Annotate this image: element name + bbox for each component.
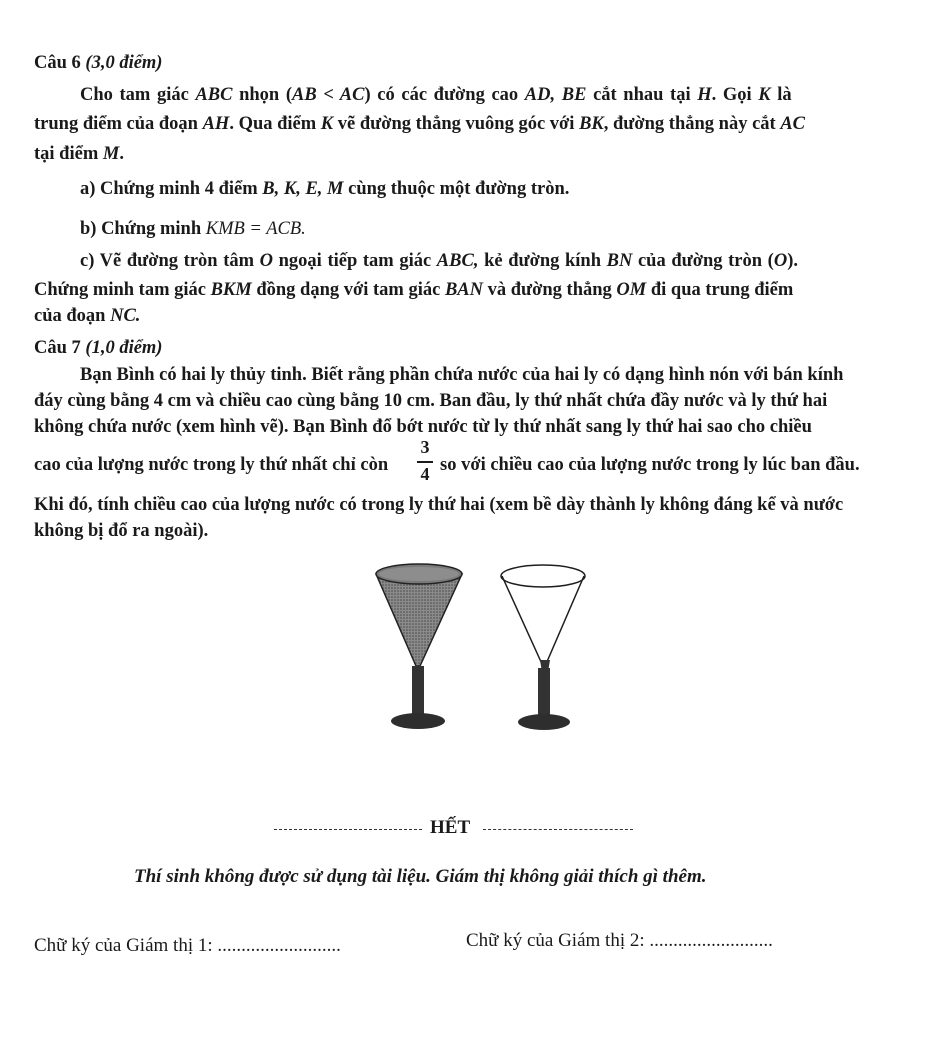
q7-line-4b: so với chiều cao của lượng nước trong ly lúc ban đầu. — [440, 455, 860, 475]
q6-part-c-line-3: của đoạn NC. — [34, 306, 141, 326]
q7-line-6: không bị đổ ra ngoài). — [34, 521, 209, 541]
end-dash-left — [274, 829, 422, 830]
q6-heading: Câu 6 (3,0 điểm) — [34, 53, 163, 73]
proctor-1-signature: Chữ ký của Giám thị 1: .......................... — [34, 935, 341, 956]
q7-line-5: Khi đó, tính chiều cao của lượng nước có trong ly thứ hai (xem bề dày thành ly không đáng kể và nước — [34, 495, 844, 515]
fraction-denominator: 4 — [420, 464, 430, 484]
exam-note: Thí sinh không được sử dụng tài liệu. Giám thị không giải thích gì thêm. — [134, 866, 707, 887]
q6-part-b: b) Chứng minh KMB = ACB. — [80, 219, 306, 239]
end-dash-right — [483, 829, 633, 830]
q7-line-2: đáy cùng bằng 4 cm và chiều cao cùng bằng 10 cm. Ban đầu, ly thứ nhất chứa đầy nước và ly thứ hai — [34, 391, 828, 411]
q7-line-3: không chứa nước (xem hình vẽ). Bạn Bình đổ bớt nước từ ly thứ nhất sang ly thứ hai sao cho chiều — [34, 417, 812, 437]
q6-line-2: trung điểm của đoạn AH. Qua điểm K vẽ đường thẳng vuông góc với BK, đường thẳng này cắt AC — [34, 114, 806, 134]
q6-part-a: a) Chứng minh 4 điểm B, K, E, M cùng thuộc một đường tròn. — [80, 179, 570, 199]
q7-line-4a: cao của lượng nước trong ly thứ nhất chỉ còn — [34, 455, 389, 475]
q6-line-3: tại điểm M. — [34, 144, 124, 164]
fraction-numerator: 3 — [420, 437, 430, 457]
fraction-bar — [417, 461, 433, 463]
q6-line-1: Cho tam giác ABC nhọn (AB < AC) có các đường cao AD, BE cắt nhau tại H. Gọi K là — [80, 85, 792, 105]
proctor-2-signature: Chữ ký của Giám thị 2: .......................... — [466, 930, 773, 951]
q7-line-1: Bạn Bình có hai ly thủy tinh. Biết rằng phần chứa nước của hai ly có dạng hình nón với bán kính — [80, 365, 844, 385]
empty-glass-icon — [498, 560, 594, 732]
q7-heading: Câu 7 (1,0 điểm) — [34, 338, 163, 358]
q6-part-c: c) Vẽ đường tròn tâm O ngoại tiếp tam giác ABC, kẻ đường kính BN của đường tròn (O). — [80, 251, 799, 271]
full-glass-icon — [370, 560, 470, 732]
end-mark: HẾT — [430, 817, 471, 838]
q6-part-c-line-2: Chứng minh tam giác BKM đồng dạng với tam giác BAN và đường thẳng OM đi qua trung điểm — [34, 280, 794, 300]
